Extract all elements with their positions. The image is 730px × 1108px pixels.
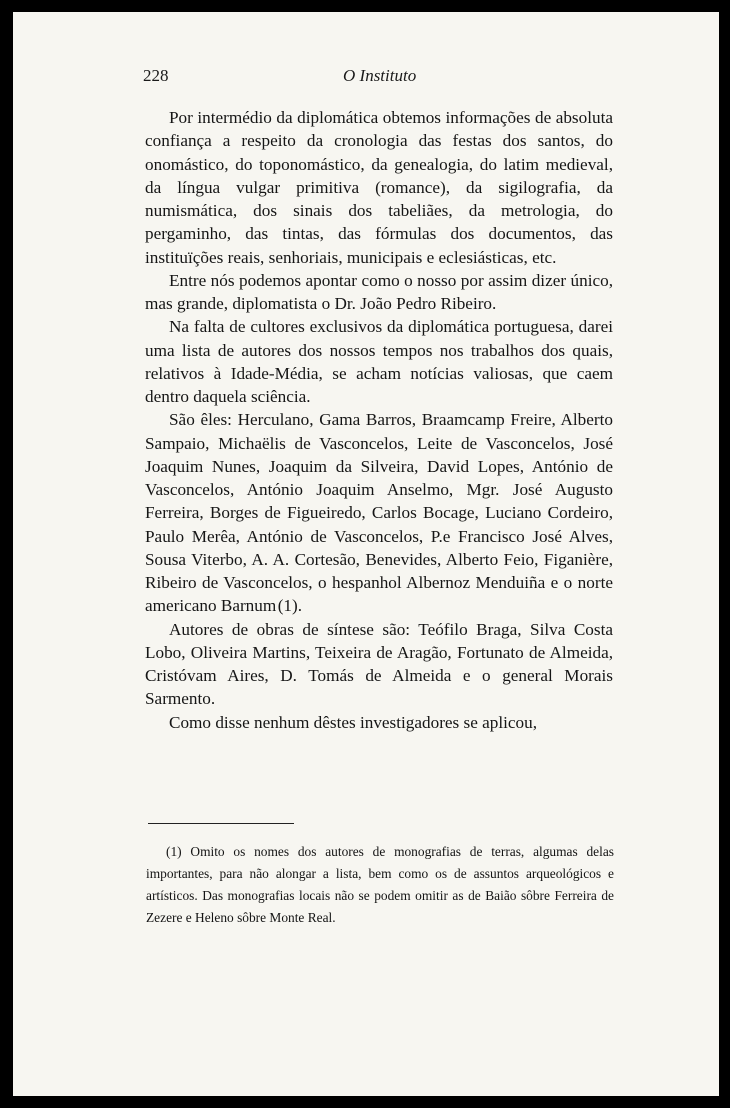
footnotes <box>146 841 614 929</box>
paragraph-joao-pedro-ribeiro: Entre nós podemos apontar como o nosso por assim dizer único, mas grande, diplomatista o Dr. João Pedro Ribeiro. <box>145 270 613 313</box>
footnote-reference: (1). <box>277 596 303 616</box>
paragraph-authors-list <box>145 408 613 617</box>
running-title: O Instituto <box>343 66 417 85</box>
authors-list-text: São êles: Herculano, Gama Barros, Braamcamp Freire, Alberto Sampaio, Michaëlis de Vasconcelos, Leite de Vasconcelos, José Joaquim Nunes, Joaquim da Silveira, David Lopes, António de Vasconcelos, António Joaquim Anselmo, Mgr. José Augusto Ferreira, Borges de Figueiredo, Carlos Bocage, Luciano Cordeiro, Paulo Merêa, António de Vasconcelos, P.e Francisco José Alves, Sousa Viterbo, A. A. Cortesão, Benevides, Alberto Feio, Figanière, Ribeiro de Vasconcelos, o hespanhol Albernoz Menduiña e o norte americano Barnum <box>145 410 613 616</box>
footnote-separator <box>148 823 294 824</box>
paragraph-diplomatics: Por intermédio da diplomática obtemos informações de absoluta confiança a respeito da cronologia das festas dos santos, do onomástico, do toponomástico, da genealogia, do latim medieval, da língua vulgar primitiva (romance), da sigilografia, da numismática, dos sinais dos tabeliães, da metrologia, do pergaminho, das tintas, das fórmulas dos documentos, das instituïções reais, senhoriais, municipais e eclesiásticas, etc. <box>145 108 613 267</box>
body-text <box>145 106 613 734</box>
paragraph-synthesis-authors: Autores de obras de síntese são: Teófilo Braga, Silva Costa Lobo, Oliveira Martins, Teixeira de Aragão, Fortunato de Almeida, Cristóvam Aires, D. Tomás de Almeida e o general Morais Sarmento. <box>145 619 613 709</box>
page-number: 228 <box>143 66 169 85</box>
footnote-text: Omito os nomes dos autores de monografias de terras, algumas delas importantes, para não alongar a lista, bem como os de assuntos arqueológicos e artísticos. Das monografias locais não se podem omitir as de Baião sôbre Ferreira de Zezere e Heleno sôbre Monte Real. <box>146 844 614 925</box>
footnote-1 <box>146 841 614 929</box>
paragraph-closing: Como disse nenhum dêstes investigadores se aplicou, <box>169 712 538 732</box>
paragraph-authors-intro: Na falta de cultores exclusivos da diplomática portuguesa, darei uma lista de autores dos nossos tempos nos trabalhos dos quais, relativos à Idade-Média, se acham notícias valiosas, que caem dentro daquela sciência. <box>145 317 613 406</box>
running-header <box>143 66 613 90</box>
footnote-marker: (1) <box>166 844 182 859</box>
